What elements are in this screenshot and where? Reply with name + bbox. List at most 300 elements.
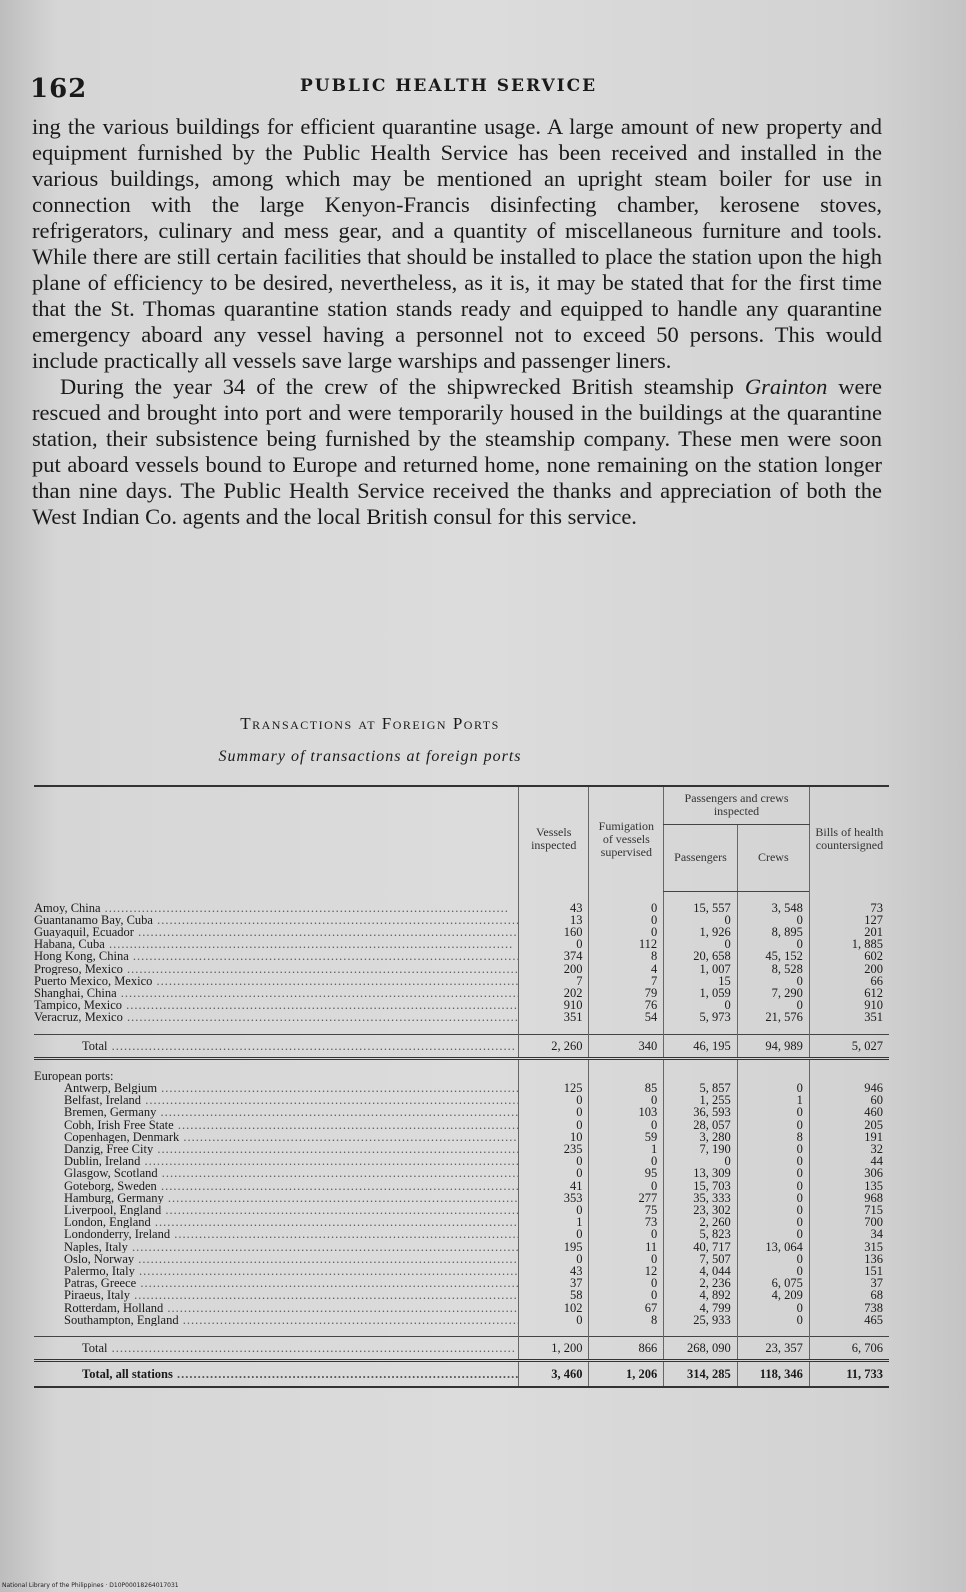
value-cell: 0 (737, 1314, 809, 1326)
spacer-cell (519, 1024, 589, 1035)
value-cell: 95 (589, 1167, 664, 1179)
port-name-cell (34, 1277, 519, 1289)
port-name: Habana, Cuba ..... (34, 938, 513, 950)
port-name: Patras, Greece ..... (64, 1277, 519, 1289)
value-cell: 67 (589, 1302, 664, 1314)
paragraph-2-end: were rescued and brought into port and were temporarily housed in the buildings at the quarantine station, their subsistence being furnished by the steamship company. These men were soon put aboard vessels bound to Europe and returned home, none remaining on the station longer than nine days. The Public Health Service received the thanks and appreciation of both the West Indian Co. agents and the local British consul for this service. (32, 374, 882, 529)
table-row (34, 1253, 889, 1265)
value-cell: 340 (589, 1034, 664, 1058)
total-row (34, 1034, 889, 1058)
value-cell: 0 (519, 1228, 589, 1240)
table-body (34, 891, 889, 1387)
value-cell: 5, 973 (664, 1011, 738, 1023)
spacer-row (34, 1024, 889, 1035)
value-cell: 0 (519, 1314, 589, 1326)
value-cell: 151 (809, 1265, 889, 1277)
value-cell: 0 (737, 914, 809, 926)
value-cell: 37 (519, 1277, 589, 1289)
value-cell: 68 (809, 1289, 889, 1301)
value-cell: 0 (737, 1302, 809, 1314)
spacer-cell (34, 1326, 519, 1337)
port-name-cell (34, 1180, 519, 1192)
table-row (34, 975, 889, 987)
port-name-cell (34, 1034, 519, 1058)
value-cell: 13 (519, 914, 589, 926)
table-row (34, 1277, 889, 1289)
value-cell: 205 (809, 1119, 889, 1131)
value-cell: 73 (809, 902, 889, 914)
table-row (34, 1082, 889, 1094)
port-name: Cobh, Irish Free State ..... (64, 1119, 519, 1131)
spacer-cell (737, 1024, 809, 1035)
value-cell: 351 (809, 1011, 889, 1023)
vessels-header: Vessels inspected (519, 786, 589, 891)
value-cell: 15 (664, 975, 738, 987)
transactions-table (34, 785, 889, 1388)
value-cell: 44 (809, 1155, 889, 1167)
value-cell: 15, 557 (664, 902, 738, 914)
port-name: Danzig, Free City ..... (64, 1143, 519, 1155)
value-cell: 6, 075 (737, 1277, 809, 1289)
port-name: Total ..... (82, 1341, 516, 1355)
value-cell: 0 (664, 1155, 738, 1167)
spacer-cell (664, 1024, 738, 1035)
value-cell: 0 (737, 1216, 809, 1228)
value-cell: 58 (519, 1289, 589, 1301)
value-cell: 160 (519, 926, 589, 938)
spacer-cell (34, 1058, 519, 1070)
port-name-cell (34, 999, 519, 1011)
spacer-cell (664, 1326, 738, 1337)
port-name: Hamburg, Germany ..... (64, 1192, 519, 1204)
port-name-cell (34, 950, 519, 962)
spacer-cell (519, 1326, 589, 1337)
ship-name: Grainton (744, 374, 828, 399)
value-cell: 201 (809, 926, 889, 938)
value-cell: 34 (809, 1228, 889, 1240)
value-cell: 76 (589, 999, 664, 1011)
value-cell: 15, 703 (664, 1180, 738, 1192)
value-cell: 4, 799 (664, 1302, 738, 1314)
port-name-cell (34, 938, 519, 950)
table-row (34, 1289, 889, 1301)
value-cell: 3, 548 (737, 902, 809, 914)
table-row (34, 1241, 889, 1253)
value-cell: 125 (519, 1082, 589, 1094)
table-row (34, 1119, 889, 1131)
value-cell: 3, 460 (519, 1361, 589, 1388)
value-cell: 0 (519, 1119, 589, 1131)
passengers-crews-group-header: Passengers and crews inspected (664, 786, 810, 824)
value-cell: 12 (589, 1265, 664, 1277)
spacer-cell (664, 1058, 738, 1070)
spacer-row (34, 891, 889, 902)
port-name: Naples, Italy ..... (64, 1241, 519, 1253)
port-name: London, England ..... (64, 1216, 519, 1228)
spacer-cell (737, 891, 809, 902)
value-cell: 0 (664, 914, 738, 926)
value-cell: 0 (589, 1094, 664, 1106)
port-name: Shanghai, China ..... (34, 987, 519, 999)
port-name: Bremen, Germany ..... (64, 1106, 519, 1118)
port-name-cell (34, 1216, 519, 1228)
port-name-cell (34, 1011, 519, 1023)
spacer-cell (589, 1326, 664, 1337)
value-cell: 8 (737, 1131, 809, 1143)
port-name-cell (34, 926, 519, 938)
value-cell: 0 (737, 1192, 809, 1204)
port-name-cell (34, 1119, 519, 1131)
value-cell: 10 (519, 1131, 589, 1143)
value-cell: 66 (809, 975, 889, 987)
value-cell: 46, 195 (664, 1034, 738, 1058)
page-number: 162 (30, 74, 88, 104)
value-cell: 1, 255 (664, 1094, 738, 1106)
value-cell: 8, 528 (737, 963, 809, 975)
value-cell: 1, 200 (519, 1337, 589, 1361)
value-cell: 135 (809, 1180, 889, 1192)
port-name: Puerto Mexico, Mexico ..... (34, 975, 519, 987)
value-cell: 315 (809, 1241, 889, 1253)
value-cell: 1, 206 (589, 1361, 664, 1388)
value-cell: 41 (519, 1180, 589, 1192)
value-cell: 0 (519, 938, 589, 950)
port-name: Amoy, China ..... (34, 902, 509, 914)
value-cell: 0 (737, 1082, 809, 1094)
value-cell: 612 (809, 987, 889, 999)
value-cell: 465 (809, 1314, 889, 1326)
table-row (34, 999, 889, 1011)
port-name: Piraeus, Italy ..... (64, 1289, 519, 1301)
paragraph-2-start: During the year 34 of the crew of the shipwrecked British steamship (60, 374, 745, 399)
value-cell: 314, 285 (664, 1361, 738, 1388)
port-name-cell (34, 975, 519, 987)
value-cell: 0 (589, 902, 664, 914)
value-cell: 2, 260 (664, 1216, 738, 1228)
port-name-cell (34, 1314, 519, 1326)
value-cell: 195 (519, 1241, 589, 1253)
table-row (34, 938, 889, 950)
value-cell: 7, 507 (664, 1253, 738, 1265)
table-caption: Summary of transactions at foreign ports (218, 748, 522, 765)
european-ports-label: European ports: (34, 1069, 114, 1082)
value-cell: 0 (737, 1167, 809, 1179)
value-cell: 13, 309 (664, 1167, 738, 1179)
value-cell: 73 (589, 1216, 664, 1228)
port-name-cell (34, 1094, 519, 1106)
value-cell: 1, 885 (809, 938, 889, 950)
value-cell: 11, 733 (809, 1361, 889, 1388)
table-row (34, 1302, 889, 1314)
port-name: Rotterdam, Holland ..... (64, 1302, 519, 1314)
value-cell: 43 (519, 902, 589, 914)
value-cell: 5, 823 (664, 1228, 738, 1240)
value-cell: 0 (589, 914, 664, 926)
value-cell: 0 (664, 938, 738, 950)
group-label-row (34, 1070, 889, 1082)
value-cell: 0 (737, 1265, 809, 1277)
port-name: Tampico, Mexico ..... (34, 999, 519, 1011)
fumigation-header: Fumigation of vessels supervised (589, 786, 664, 891)
port-name-cell (34, 1155, 519, 1167)
value-cell: 28, 057 (664, 1119, 738, 1131)
port-name: Total ..... (82, 1039, 516, 1053)
value-cell: 910 (809, 999, 889, 1011)
port-name-cell (34, 902, 519, 914)
port-name: Belfast, Ireland ..... (64, 1094, 519, 1106)
value-cell: 85 (589, 1082, 664, 1094)
value-cell: 460 (809, 1106, 889, 1118)
port-name-cell (34, 963, 519, 975)
table-row (34, 1167, 889, 1179)
value-cell: 37 (809, 1277, 889, 1289)
value-cell: 1, 059 (664, 987, 738, 999)
spacer-cell (519, 891, 589, 902)
value-cell: 4 (589, 963, 664, 975)
table-row (34, 1155, 889, 1167)
port-name-cell (34, 1253, 519, 1265)
bills-header: Bills of health countersigned (809, 786, 889, 891)
value-cell: 7, 190 (664, 1143, 738, 1155)
value-cell: 40, 717 (664, 1241, 738, 1253)
value-cell: 36, 593 (664, 1106, 738, 1118)
value-cell: 0 (589, 1228, 664, 1240)
value-cell: 0 (589, 1289, 664, 1301)
value-cell: 136 (809, 1253, 889, 1265)
paragraph-2 (32, 374, 882, 530)
value-cell: 60 (809, 1094, 889, 1106)
value-cell: 1, 007 (664, 963, 738, 975)
value-cell: 127 (809, 914, 889, 926)
value-cell: 268, 090 (664, 1337, 738, 1361)
value-cell: 3, 280 (664, 1131, 738, 1143)
page-header (30, 74, 906, 106)
spacer-cell (809, 1326, 889, 1337)
value-cell: 0 (589, 1119, 664, 1131)
port-name-cell (34, 1204, 519, 1216)
value-cell: 306 (809, 1167, 889, 1179)
table-row (34, 1216, 889, 1228)
value-cell: 0 (589, 926, 664, 938)
port-name: Antwerp, Belgium ..... (64, 1082, 519, 1094)
spacer-cell (34, 891, 519, 902)
port-name-cell (34, 1192, 519, 1204)
value-cell: 7 (589, 975, 664, 987)
value-cell: 0 (519, 1106, 589, 1118)
value-cell: 2, 236 (664, 1277, 738, 1289)
port-name-cell (34, 1361, 519, 1388)
value-cell: 353 (519, 1192, 589, 1204)
value-cell: 0 (737, 1143, 809, 1155)
value-cell: 1, 926 (664, 926, 738, 938)
value-cell: 5, 857 (664, 1082, 738, 1094)
value-cell: 946 (809, 1082, 889, 1094)
value-cell: 75 (589, 1204, 664, 1216)
scan-footer: National Library of the Philippines · D10P00018264017031 (2, 1582, 179, 1589)
value-cell: 0 (589, 1180, 664, 1192)
table-row (34, 963, 889, 975)
value-cell: 1 (737, 1094, 809, 1106)
value-cell: 4, 892 (664, 1289, 738, 1301)
spacer-cell (809, 891, 889, 902)
port-column-header (34, 786, 519, 891)
spacer-cell (589, 891, 664, 902)
value-cell: 23, 357 (737, 1337, 809, 1361)
value-cell: 20, 658 (664, 950, 738, 962)
value-cell: 23, 302 (664, 1204, 738, 1216)
value-cell: 8 (589, 1314, 664, 1326)
value-cell: 112 (589, 938, 664, 950)
spacer-cell (809, 1024, 889, 1035)
port-name-cell (34, 1106, 519, 1118)
spacer-cell (589, 1024, 664, 1035)
running-head: PUBLIC HEALTH SERVICE (300, 76, 598, 96)
value-cell: 351 (519, 1011, 589, 1023)
value-cell: 4, 044 (664, 1265, 738, 1277)
table-row (34, 1094, 889, 1106)
value-cell: 54 (589, 1011, 664, 1023)
total-row (34, 1337, 889, 1361)
value-cell: 1 (519, 1216, 589, 1228)
port-name-cell (34, 1337, 519, 1361)
table-row (34, 1106, 889, 1118)
spacer-cell (664, 891, 738, 902)
port-name: Glasgow, Scotland ..... (64, 1167, 519, 1179)
table-row (34, 1131, 889, 1143)
value-cell: 235 (519, 1143, 589, 1155)
port-name: Dublin, Ireland ..... (64, 1155, 519, 1167)
value-cell: 200 (519, 963, 589, 975)
value-cell: 0 (519, 1155, 589, 1167)
value-cell: 715 (809, 1204, 889, 1216)
port-name: Progreso, Mexico ..... (34, 963, 519, 975)
spacer-cell (519, 1058, 589, 1070)
value-cell: 602 (809, 950, 889, 962)
value-cell: 0 (664, 999, 738, 1011)
port-name: Hong Kong, China ..... (34, 950, 519, 962)
value-cell: 8, 895 (737, 926, 809, 938)
value-cell: 0 (737, 1204, 809, 1216)
port-name-cell (34, 1167, 519, 1179)
port-name: Liverpool, England ..... (64, 1204, 519, 1216)
value-cell: 25, 933 (664, 1314, 738, 1326)
table-row (34, 1228, 889, 1240)
port-name: Oslo, Norway ..... (64, 1253, 519, 1265)
port-name-cell (34, 1265, 519, 1277)
value-cell: 200 (809, 963, 889, 975)
value-cell: 277 (589, 1192, 664, 1204)
value-cell: 0 (519, 1094, 589, 1106)
value-cell: 0 (737, 1228, 809, 1240)
value-cell: 13, 064 (737, 1241, 809, 1253)
value-cell: 0 (589, 1155, 664, 1167)
value-cell: 11 (589, 1241, 664, 1253)
value-cell: 0 (519, 1253, 589, 1265)
port-name-cell (34, 1143, 519, 1155)
section-title: Transactions at Foreign Ports (240, 714, 500, 733)
value-cell: 8 (589, 950, 664, 962)
value-cell: 0 (737, 1155, 809, 1167)
value-cell: 43 (519, 1265, 589, 1277)
port-name: Guayaquil, Ecuador ..... (34, 926, 519, 938)
value-cell: 0 (589, 1277, 664, 1289)
table-row (34, 1314, 889, 1326)
value-cell: 21, 576 (737, 1011, 809, 1023)
port-name: Veracruz, Mexico ..... (34, 1011, 519, 1023)
spacer-cell (589, 1058, 664, 1070)
table-row (34, 1011, 889, 1023)
value-cell: 0 (519, 1167, 589, 1179)
value-cell: 0 (737, 1180, 809, 1192)
value-cell: 202 (519, 987, 589, 999)
port-name: Palermo, Italy ..... (64, 1265, 519, 1277)
value-cell: 4, 209 (737, 1289, 809, 1301)
port-name-cell (34, 1241, 519, 1253)
value-cell: 910 (519, 999, 589, 1011)
value-cell: 0 (737, 938, 809, 950)
spacer-cell (34, 1024, 519, 1035)
spacer-row (34, 1058, 889, 1070)
table-row (34, 902, 889, 914)
port-name-cell (34, 1289, 519, 1301)
value-cell: 5, 027 (809, 1034, 889, 1058)
port-name-cell (34, 1302, 519, 1314)
paragraph-1: ing the various buildings for efficient quarantine usage. A large amount of new property and equipment furnished by the Public Health Service has been received and installed in the various buildings, among which may be mentioned an upright steam boiler for use in connection with the large Kenyon-Francis disinfecting chamber, kerosene stoves, refrigerators, culinary and mess gear, and a quantity of miscellaneous furniture and tools. While there are still certain facilities that should be installed to place the station upon the high plane of efficiency to be desired, nevertheless, as it is, it may be stated that for the first time that the St. Thomas quarantine station stands ready and equipped to handle any quarantine emergency aboard any vessel having a personnel not to exceed 50 persons. This would include practically all vessels save large warships and passenger liners. (32, 114, 882, 373)
value-cell: 79 (589, 987, 664, 999)
table-row (34, 926, 889, 938)
value-cell: 6, 706 (809, 1337, 889, 1361)
crews-header: Crews (737, 824, 809, 891)
port-name-cell (34, 1082, 519, 1094)
value-cell: 0 (737, 1253, 809, 1265)
table-row (34, 1265, 889, 1277)
table-row (34, 1361, 889, 1388)
port-name-cell (34, 1131, 519, 1143)
value-cell: 94, 989 (737, 1034, 809, 1058)
port-name: Londonderry, Ireland ..... (64, 1228, 519, 1240)
port-name-cell (34, 987, 519, 999)
value-cell: 0 (519, 1204, 589, 1216)
spacer-cell (737, 1326, 809, 1337)
value-cell: 0 (737, 999, 809, 1011)
value-cell: 0 (589, 1253, 664, 1265)
value-cell: 866 (589, 1337, 664, 1361)
port-name: Total, all stations ..... (82, 1367, 519, 1381)
value-cell: 968 (809, 1192, 889, 1204)
value-cell: 374 (519, 950, 589, 962)
port-name: Southampton, England ..... (64, 1314, 519, 1326)
value-cell: 102 (519, 1302, 589, 1314)
port-name: Copenhagen, Denmark ..... (64, 1131, 519, 1143)
passengers-header: Passengers (664, 824, 738, 891)
table-row (34, 1192, 889, 1204)
table-row (34, 1143, 889, 1155)
value-cell: 0 (737, 975, 809, 987)
value-cell: 191 (809, 1131, 889, 1143)
value-cell: 59 (589, 1131, 664, 1143)
value-cell: 118, 346 (737, 1361, 809, 1388)
value-cell: 35, 333 (664, 1192, 738, 1204)
table-row (34, 950, 889, 962)
value-cell: 45, 152 (737, 950, 809, 962)
port-name-cell (34, 1228, 519, 1240)
value-cell: 1 (589, 1143, 664, 1155)
value-cell: 103 (589, 1106, 664, 1118)
table-row (34, 1204, 889, 1216)
table-row (34, 987, 889, 999)
value-cell: 738 (809, 1302, 889, 1314)
port-name: Goteborg, Sweden ..... (64, 1180, 519, 1192)
